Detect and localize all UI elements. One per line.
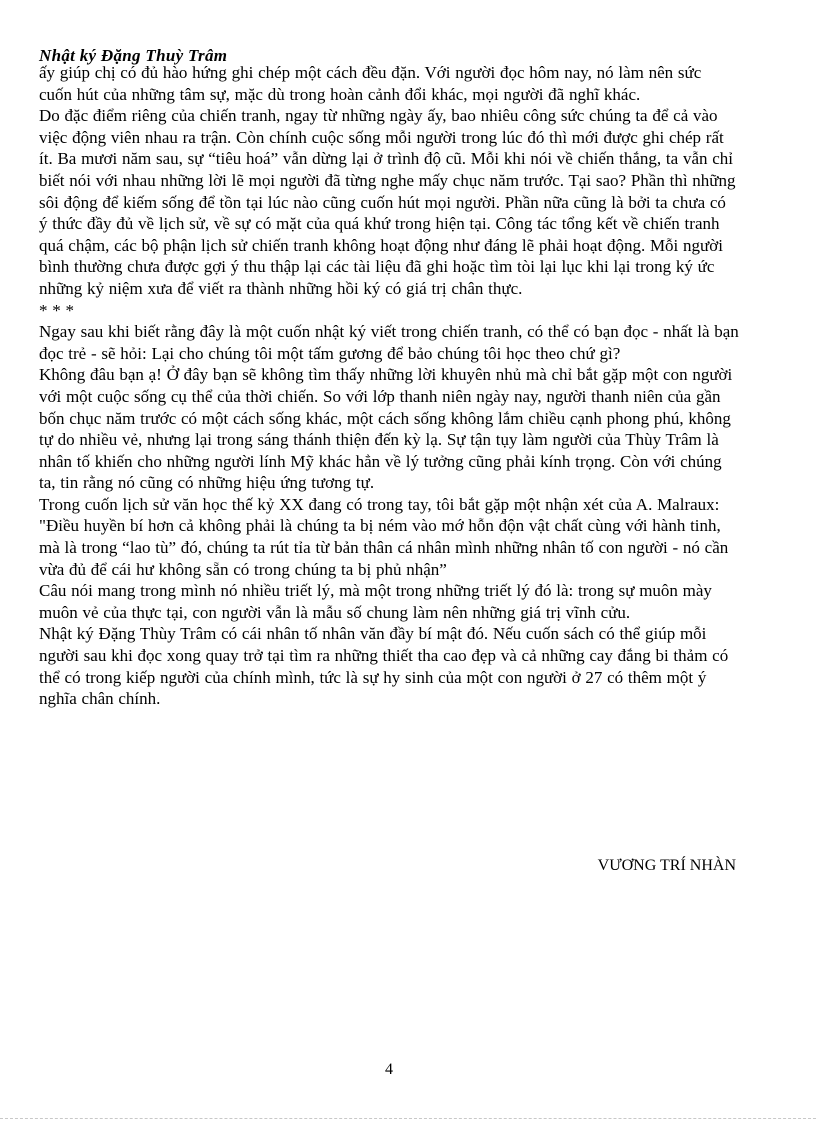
paragraph-5: Trong cuốn lịch sử văn học thế kỷ XX đang có trong tay, tôi bắt gặp một nhận xét của A. Malraux: "Điều huyền bí hơn cả không phải là chúng ta bị ném vào mớ hỗn độn vật chất cùng với hành tinh, mà là trong “lao tù” đó, chúng ta rút tỉa từ bản thân cá nhân mình những nhân tố con người - nó cần vừa đủ để cái hư không sẵn có trong chúng ta bị phủ nhận” [39, 494, 729, 579]
section-separator: * * * [39, 300, 74, 320]
running-header: Nhật ký Đặng Thuỳ Trâm [39, 46, 228, 65]
page-bottom-divider [0, 1118, 816, 1119]
body-text [39, 62, 739, 710]
author-signature: VƯƠNG TRÍ NHÀN [597, 857, 736, 874]
paragraph-6: Câu nói mang trong mình nó nhiều triết lý, mà một trong những triết lý đó là: trong sự muôn mày muôn vẻ của thực tại, con người vẫn là mẫu số chung làm nên những giá trị vĩnh cửu. [39, 581, 712, 622]
paragraph-3: Ngay sau khi biết rằng đây là một cuốn nhật ký viết trong chiến tranh, có thể có bạn đọc - nhất là bạn đọc trẻ - sẽ hỏi: Lại cho chúng tôi một tấm gương để bảo chúng tôi học theo chứ gì? [39, 322, 739, 363]
paragraph-2: Do đặc điểm riêng của chiến tranh, ngay từ những ngày ấy, bao nhiêu công sức chúng ta để cả vào việc động viên nhau ra trận. Còn chính cuộc sống mỗi người trong lúc đó thì mới được ghi chép rất ít. Ba mươi năm sau, sự “tiêu hoá” vẫn dừng lại ở trình độ cũ. Mỗi khi nói về chiến thắng, ta vẫn chỉ biết nói với nhau những lời lẽ mọi người đã từng nghe mấy chục năm trước. Tại sao? Phần thì những sôi động để kiếm sống để tồn tại lúc nào cũng cuốn hút mọi người. Phần nữa cũng là bởi ta chưa có ý thức đầy đủ về lịch sử, về sự có mặt của quá khứ trong hiện tại. Công tác tổng kết về chiến tranh quá chậm, các bộ phận lịch sử chiến tranh không hoạt động như đáng lẽ phải hoạt động. Mỗi người bình thường chưa được gợi ý thu thập lại các tài liệu đã ghi hoặc tìm tòi lại lục khi lại trong ký ức những kỷ niệm xưa để viết ra thành những hồi ký có giá trị chân thực. [39, 106, 736, 298]
paragraph-4: Không đâu bạn ạ! Ở đây bạn sẽ không tìm thấy những lời khuyên nhủ mà chỉ bắt gặp một con người với một cuộc sống cụ thể của thời chiến. So với lớp thanh niên ngày nay, người thanh niên của gần bốn chục năm trước có một cách sống khác, một cách sống không lắm chiều cạnh phong phú, không tự do nhiều vẻ, nhưng lại trong sáng thánh thiện đến kỳ lạ. Sự tận tụy làm người của Thùy Trâm là nhân tố khiến cho những người lính Mỹ khác hẳn về lý tưởng cũng phải kính trọng. Còn với chúng ta, tin rằng nó cũng có những hiệu ứng tương tự. [39, 365, 733, 493]
paragraph-1: ấy giúp chị có đủ hào hứng ghi chép một cách đều đặn. Với người đọc hôm nay, nó làm nên sức cuốn hút của những tâm sự, mặc dù trong hoàn cảnh đổi khác, mọi người đã nghĩ khác. [39, 63, 702, 104]
paragraph-7: Nhật ký Đặng Thùy Trâm có cái nhân tố nhân văn đầy bí mật đó. Nếu cuốn sách có thể giúp mỗi người sau khi đọc xong quay trở tại tìm ra những thiết tha cao đẹp và cả những cay đắng bi thảm có thể có trong kiếp người của chính mình, tức là sự hy sinh của một con người ở 27 có thêm một ý nghĩa chân chính. [39, 624, 729, 709]
page-number: 4 [385, 1061, 393, 1078]
